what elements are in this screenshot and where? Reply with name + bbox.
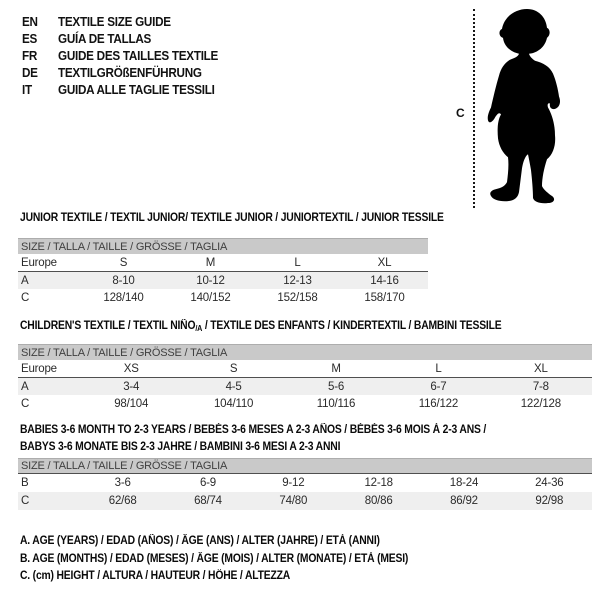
- table-cell: 12-18: [364, 477, 393, 489]
- guide-title: TEXTILGRÖßENFÜHRUNG: [58, 65, 202, 80]
- row-label: A: [21, 380, 29, 393]
- table-cell: 9-12: [282, 477, 305, 489]
- babies-title-line2: BABYS 3-6 MONATE BIS 2-3 JAHRE / BAMBINI 3-6 MESI A 2-3 ANNI: [20, 441, 341, 453]
- table-cell: 128/140: [103, 291, 144, 304]
- babies-title-line1: BABIES 3-6 MONTH TO 2-3 YEARS / BEBÉS 3-6 MESES A 2-3 AÑOS / BÉBÉS 3-6 MOIS À 2-3 ANS /: [20, 424, 487, 436]
- table-cell: 14-16: [370, 274, 399, 287]
- note-height-cm: C. (cm) HEIGHT / ALTURA / HAUTEUR / HÖHE / ALTEZZA: [20, 570, 291, 582]
- table-row: [18, 395, 592, 412]
- toddler-silhouette-image: [482, 8, 566, 207]
- table-size-header-bar: SIZE / TALLA / TAILLE / GRÖSSE / TAGLIA: [18, 345, 592, 360]
- guide-title: GUÍA DE TALLAS: [58, 31, 152, 46]
- table-cell: 10-12: [196, 274, 225, 287]
- babies-size-table: [18, 458, 592, 510]
- language-code: DE: [22, 65, 38, 80]
- table-cell: 24-36: [535, 477, 564, 489]
- table-row: [18, 378, 592, 395]
- table-cell: 122/128: [520, 397, 561, 410]
- table-row: [18, 272, 428, 289]
- legend-notes: [20, 533, 451, 586]
- row-label: B: [21, 477, 29, 489]
- children-title-prefix: CHILDREN'S TEXTILE / TEXTIL NIÑO: [20, 320, 196, 332]
- table-row: [18, 289, 428, 306]
- table-size-header-bar: SIZE / TALLA / TAILLE / GRÖSSE / TAGLIA: [18, 459, 592, 474]
- language-code: IT: [22, 82, 32, 97]
- list-item: [22, 47, 218, 64]
- table-cell: 8-10: [112, 274, 135, 287]
- table-cell: 104/110: [213, 397, 254, 410]
- guide-title: GUIDA ALLE TAGLIE TESSILI: [58, 82, 215, 97]
- table-cell: 74/80: [279, 495, 308, 507]
- column-header: XL: [377, 256, 392, 269]
- table-cell: 6-7: [430, 380, 447, 393]
- table-cell: 18-24: [449, 477, 479, 489]
- table-cell: 7-8: [532, 380, 549, 393]
- table-cell: 5-6: [328, 380, 345, 393]
- junior-size-table: [18, 238, 428, 306]
- junior-section-title: JUNIOR TEXTILE / TEXTIL JUNIOR/ TEXTILE JUNIOR / JUNIORTEXTIL / JUNIOR TESSILE: [20, 212, 444, 224]
- children-section-title: [20, 318, 501, 337]
- table-row: [18, 474, 592, 492]
- table-column-header-row: [18, 360, 592, 378]
- table-cell: 86/92: [450, 495, 478, 507]
- children-title-subscript: /A: [195, 324, 203, 333]
- column-header: M: [205, 256, 216, 269]
- list-item: [22, 64, 218, 81]
- table-row: [18, 492, 592, 510]
- column-header: M: [331, 362, 341, 375]
- row-label: C: [21, 291, 30, 304]
- table-cell: 140/152: [190, 291, 231, 304]
- table-cell: 3-6: [114, 477, 131, 489]
- language-code: FR: [22, 48, 38, 63]
- table-cell: 98/104: [114, 397, 149, 410]
- table-cell: 3-4: [123, 380, 140, 393]
- table-cell: 12-13: [283, 274, 312, 287]
- language-code: EN: [22, 14, 38, 29]
- column-header: Europe: [21, 362, 57, 375]
- table-cell: 4-5: [225, 380, 242, 393]
- table-cell: 152/158: [277, 291, 318, 304]
- row-label: C: [21, 495, 30, 507]
- height-measure-label: C: [456, 106, 465, 120]
- table-cell: 116/122: [418, 397, 459, 410]
- language-title-list: [22, 13, 218, 98]
- column-header: Europe: [21, 256, 57, 269]
- table-column-header-row: [18, 254, 428, 272]
- table-cell: 62/68: [108, 495, 137, 507]
- row-label: C: [21, 397, 30, 410]
- table-cell: 6-9: [199, 477, 216, 489]
- column-header: L: [294, 256, 301, 269]
- column-header: XL: [533, 362, 548, 375]
- table-cell: 92/98: [535, 495, 564, 507]
- column-header: XS: [123, 362, 139, 375]
- children-size-table: [18, 344, 592, 412]
- table-cell: 158/170: [364, 291, 405, 304]
- height-measure-dotted-line: [473, 9, 475, 208]
- language-code: ES: [22, 31, 38, 46]
- column-header: L: [435, 362, 442, 375]
- list-item: [22, 81, 218, 98]
- note-age-months: B. AGE (MONTHS) / EDAD (MESES) / ÂGE (MOIS) / ALTER (MONATE) / ETÀ (MESI): [20, 552, 409, 565]
- list-item: [22, 30, 218, 47]
- column-header: S: [119, 256, 128, 269]
- note-age-years: A. AGE (YEARS) / EDAD (AÑOS) / ÂGE (ANS) / ALTER (JAHRE) / ETÀ (ANNI): [20, 535, 380, 547]
- table-size-header-bar: SIZE / TALLA / TAILLE / GRÖSSE / TAGLIA: [18, 239, 428, 254]
- list-item: [22, 13, 218, 30]
- row-label: A: [21, 274, 29, 287]
- table-cell: 68/74: [194, 495, 222, 507]
- children-title-suffix: / TEXTILE DES ENFANTS / KINDERTEXTIL / BAMBINI TESSILE: [202, 320, 502, 332]
- guide-title: GUIDE DES TAILLES TEXTILE: [58, 48, 219, 63]
- table-cell: 80/86: [364, 495, 393, 507]
- guide-title: TEXTILE SIZE GUIDE: [58, 14, 171, 29]
- column-header: S: [229, 362, 238, 375]
- table-cell: 110/116: [316, 397, 356, 410]
- babies-section-title: [20, 422, 486, 456]
